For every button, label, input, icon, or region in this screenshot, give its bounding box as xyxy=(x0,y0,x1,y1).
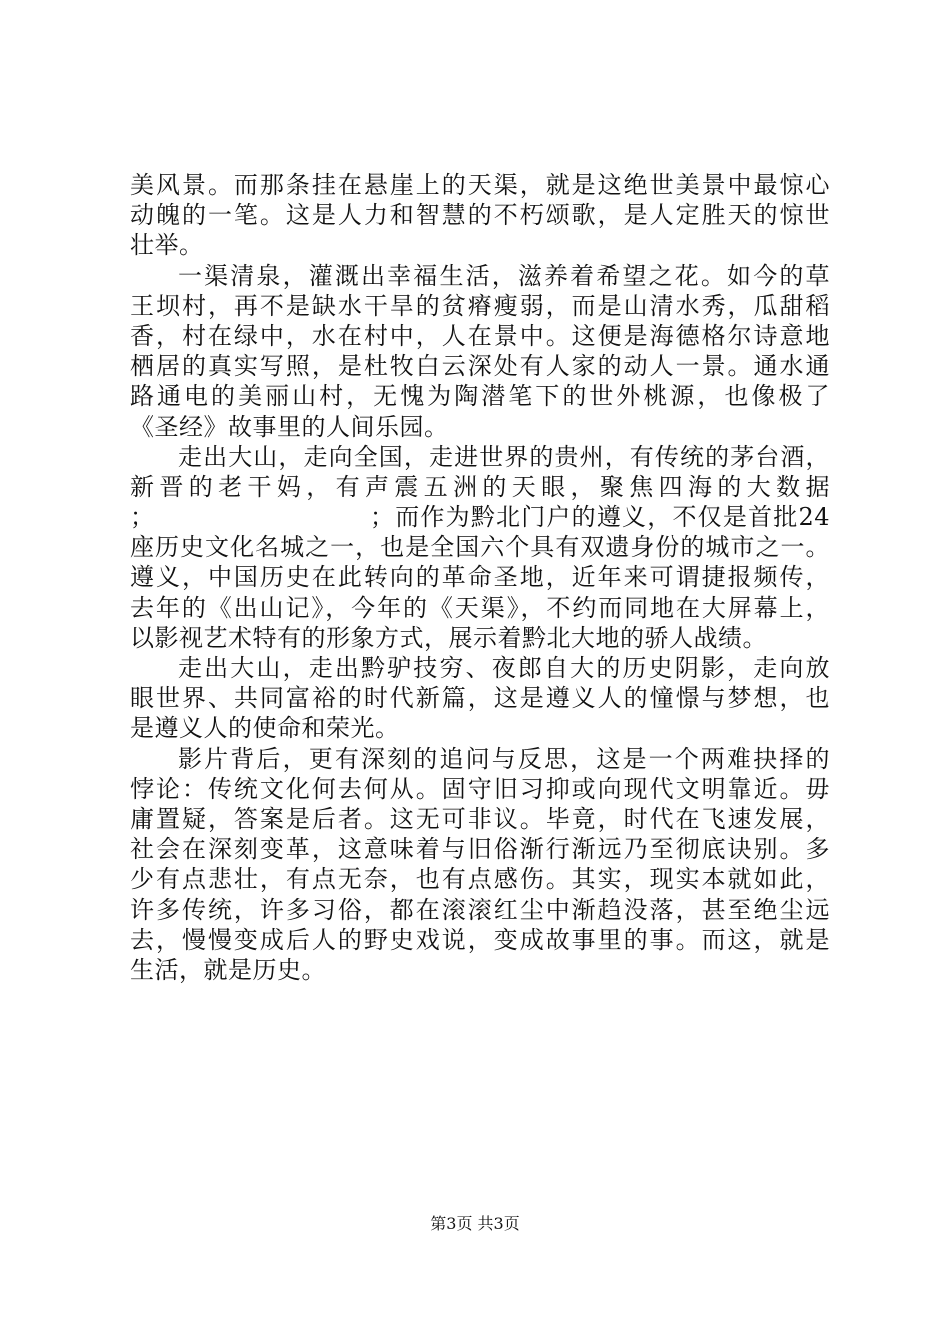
text-line: 去年的《出山记》，今年的《天渠》，不约而同地在大屏幕上， xyxy=(130,593,830,622)
text-line: 《圣经》故事里的人间乐园。 xyxy=(130,412,449,441)
text-line: 美风景。而那条挂在悬崖上的天渠，就是这绝世美景中最惊心 xyxy=(130,171,830,199)
text-line: 王坝村，再不是缺水干旱的贫瘠瘦弱，而是山清水秀，瓜甜稻 xyxy=(130,291,830,320)
text-line: 社会在深刻变革，这意味着与旧俗渐行渐远乃至彻底诀别。多 xyxy=(130,835,830,864)
text-line: 新晋的老干妈，有声震五洲的天眼，聚焦四海的大数据 xyxy=(130,472,830,501)
text-line: ； ；而作为黔北门户的遵义，不仅是首批24 xyxy=(130,503,830,532)
page-number-footer: 第3页 共3页 xyxy=(430,1214,520,1233)
text-line: 庸置疑，答案是后者。这无可非议。毕竟，时代在飞速发展， xyxy=(130,804,830,833)
text-line: 香，村在绿中，水在村中，人在景中。这便是海德格尔诗意地 xyxy=(130,321,830,350)
text-line: 以影视艺术特有的形象方式，展示着黔北大地的骄人战绩。 xyxy=(130,623,767,652)
text-line: 栖居的真实写照，是杜牧白云深处有人家的动人一景。通水通 xyxy=(130,352,830,381)
text-line: 动魄的一笔。这是人力和智慧的不朽颂歌，是人定胜天的惊世 xyxy=(130,201,830,230)
text-line: 一渠清泉，灌溉出幸福生活，滋养着希望之花。如今的草 xyxy=(178,261,830,290)
text-line: 路通电的美丽山村，无愧为陶潜笔下的世外桃源，也像极了 xyxy=(130,382,830,411)
text-line: 影片背后，更有深刻的追问与反思，这是一个两难抉择的 xyxy=(178,744,830,773)
text-line: 生活，就是历史。 xyxy=(130,955,326,984)
text-line: 少有点悲壮，有点无奈，也有点感伤。其实，现实本就如此， xyxy=(130,865,830,894)
text-line: 是遵义人的使命和荣光。 xyxy=(130,714,400,743)
text-line: 壮举。 xyxy=(130,231,204,260)
text-line: 走出大山，走向全国，走进世界的贵州，有传统的茅台酒， xyxy=(178,442,830,471)
text-line: 座历史文化名城之一，也是全国六个具有双遗身份的城市之一。 xyxy=(130,533,830,562)
text-line: 走出大山，走出黔驴技穷、夜郎自大的历史阴影，走向放 xyxy=(178,654,830,682)
text-line: 眼世界、共同富裕的时代新篇，这是遵义人的憧憬与梦想，也 xyxy=(130,684,830,713)
text-line: 遵义，中国历史在此转向的革命圣地，近年来可谓捷报频传， xyxy=(130,563,830,592)
text-line: 悖论：传统文化何去何从。固守旧习抑或向现代文明靠近。毋 xyxy=(130,774,830,803)
article-body xyxy=(130,170,830,985)
text-line: 去，慢慢变成后人的野史戏说，变成故事里的事。而这，就是 xyxy=(130,925,830,954)
text-line: 许多传统，许多习俗，都在滚滚红尘中渐趋没落，甚至绝尘远 xyxy=(130,895,830,924)
